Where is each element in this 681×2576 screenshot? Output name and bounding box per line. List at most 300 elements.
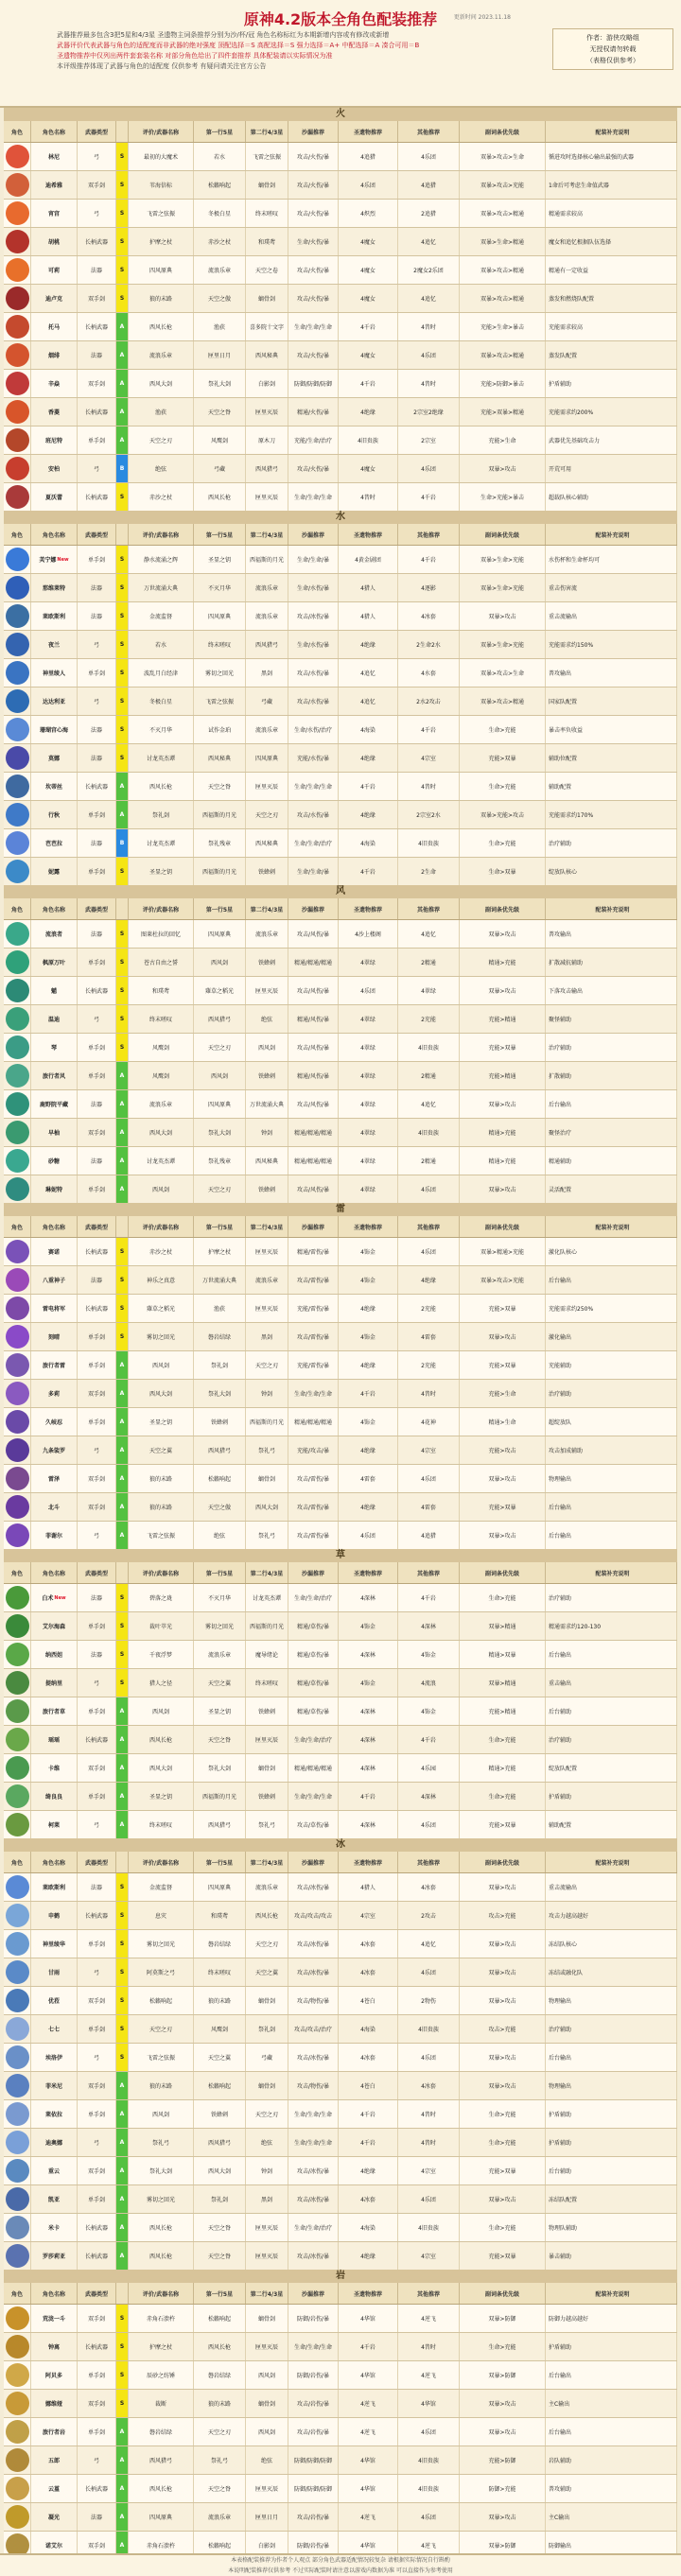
column-title: 沙漏推荐 — [288, 1852, 339, 1872]
other-text: 4旧贵族 — [418, 841, 439, 847]
w2-text: 天空之脊 — [207, 784, 231, 791]
note-text: 聚怪辅助 — [549, 1017, 572, 1023]
cell-set — [339, 1641, 398, 1668]
cell-w2 — [194, 659, 246, 687]
cell-note — [546, 1005, 677, 1033]
rank-text: S — [119, 1016, 125, 1022]
cell-set — [339, 2361, 398, 2389]
note-text: 冻结队核心 — [549, 1941, 578, 1948]
name-text: 香菱 — [47, 409, 60, 416]
weapon-text: 讨龙英杰谭 — [146, 841, 175, 847]
avatar — [6, 2131, 29, 2154]
cell-stat — [288, 2015, 339, 2043]
avatar-cell — [4, 2044, 31, 2071]
cell-other — [398, 426, 460, 454]
sub-text: 充能>生命>暴击 — [480, 324, 525, 331]
cell-weapon — [129, 313, 194, 340]
wtype-text: 单手剑 — [87, 2429, 105, 2436]
cell-note — [546, 1436, 677, 1464]
avatar-cell — [4, 370, 31, 397]
avatar — [6, 1353, 29, 1377]
cell-weapon — [129, 398, 194, 426]
sub-text: 生命>充能>暴击 — [480, 495, 525, 501]
cell-stat — [288, 285, 339, 312]
set-text: 4绝缘 — [360, 812, 375, 819]
cell-other — [398, 1902, 460, 1929]
cell-w2 — [194, 2100, 246, 2128]
table-row — [4, 2242, 677, 2271]
cell-w2 — [194, 398, 246, 426]
other-text: 4绝缘 — [421, 1278, 436, 1284]
rank-text: A — [119, 1362, 125, 1368]
cell-name — [31, 2214, 78, 2241]
set-text: 4冰套 — [360, 2055, 375, 2062]
w2-text: 松籁响起 — [207, 2543, 231, 2550]
column-title: 圣遗物推荐 — [339, 1852, 398, 1872]
other-text: 4雷套 — [421, 1334, 436, 1341]
cell-wtype — [78, 143, 116, 170]
cell-wtype — [78, 1380, 116, 1407]
name-text: 甘雨 — [47, 1970, 60, 1976]
name-text: 申鹤 — [47, 1913, 60, 1920]
cell-other — [398, 313, 460, 340]
cell-rank — [116, 1238, 129, 1265]
wtype-text: 单手剑 — [87, 1709, 105, 1715]
set-text: 4宗室 — [360, 1913, 375, 1920]
name-text: 可莉 — [47, 268, 60, 274]
cell-sub — [460, 1726, 546, 1753]
cell-note — [546, 2185, 677, 2213]
cell-sub — [460, 716, 546, 743]
note-text: 治疗辅助 — [549, 1045, 572, 1052]
name-text: 烟绯 — [47, 353, 60, 359]
cell-wtype — [78, 631, 116, 658]
sub-text: 生命>充能 — [488, 727, 516, 734]
column-title: 配装补充说明 — [546, 121, 677, 142]
cell-sub — [460, 1090, 546, 1118]
cell-wtype — [78, 829, 116, 857]
cell-sub — [460, 2503, 546, 2531]
avatar — [6, 1728, 29, 1751]
cell-name — [31, 2503, 78, 2531]
cell-note — [546, 341, 677, 369]
cell-sub — [460, 171, 546, 199]
w2-text: 天空之刃 — [207, 1187, 231, 1193]
cell-set — [339, 858, 398, 885]
note-text: 主C输出 — [549, 2515, 570, 2521]
note-text: 治疗辅助 — [549, 1595, 572, 1602]
avatar-cell — [4, 1380, 31, 1407]
author-line: 作者：游侠攻略组 — [586, 34, 639, 42]
wtype-text: 双手剑 — [87, 1130, 105, 1137]
avatar-cell — [4, 801, 31, 828]
cell-stat — [288, 1902, 339, 1929]
avatar-cell — [4, 602, 31, 630]
sub-text: 双暴>攻击 — [488, 614, 516, 620]
column-title: 武器类型 — [78, 1562, 116, 1583]
cell-w3 — [246, 1958, 288, 1986]
cell-w3 — [246, 2044, 288, 2071]
cell-note — [546, 744, 677, 772]
name-text: 埃洛伊 — [44, 2055, 62, 2062]
other-text: 4逐影 — [421, 585, 436, 592]
cell-w3 — [246, 716, 288, 743]
weapon-text: 圣显之钥 — [148, 1419, 172, 1426]
name-text: 林尼 — [47, 154, 60, 161]
cell-name — [31, 659, 78, 687]
sub-text: 充能>精通 — [488, 1073, 516, 1080]
weapon-text: 祭礼弓 — [151, 2140, 169, 2147]
w2-text: 祭礼剑 — [210, 1363, 228, 1369]
cell-weapon — [129, 1351, 194, 1379]
cell-name — [31, 1669, 78, 1697]
avatar — [6, 1467, 29, 1490]
stat-text: 精通/草伤/暴 — [296, 1652, 330, 1659]
avatar — [6, 1177, 29, 1201]
note-text: 开荒可用 — [549, 466, 572, 473]
sub-text: 充能>生命 — [488, 1391, 516, 1398]
table-row — [4, 949, 677, 977]
avatar-cell — [4, 228, 31, 255]
table-row — [4, 1522, 677, 1550]
note-text: 超绽放队 — [549, 1419, 572, 1426]
w3-text: 万世流涌大典 — [249, 1102, 284, 1108]
rank-text: A — [119, 2224, 125, 2231]
avatar-cell — [4, 949, 31, 976]
weapon-text: 苍古自由之誓 — [143, 960, 178, 966]
note-text: 物理输出 — [549, 1998, 572, 2005]
weapon-text: 赤沙之杖 — [148, 1249, 172, 1256]
stat-text: 攻击/攻击/攻击 — [293, 1913, 333, 1920]
weapon-text: 护摩之杖 — [148, 239, 172, 246]
w2-text: 铁蜂刺 — [210, 2112, 228, 2118]
w2-text: 西福斯的月光 — [201, 1794, 236, 1801]
avatar-cell — [4, 1090, 31, 1118]
avatar — [6, 372, 29, 395]
stat-text: 攻击/岩伤/暴 — [296, 2515, 330, 2521]
avatar-cell — [4, 1266, 31, 1294]
column-title: 沙漏推荐 — [288, 524, 339, 545]
avatar-cell — [4, 1238, 31, 1265]
cell-name — [31, 1408, 78, 1436]
cell-w2 — [194, 2333, 246, 2360]
wtype-text: 法器 — [90, 1652, 102, 1659]
w3-text: 铁蜂刺 — [257, 1794, 275, 1801]
avatar — [6, 2074, 29, 2097]
cell-set — [339, 829, 398, 857]
set-text: 4雷套 — [360, 1476, 375, 1483]
cell-sub — [460, 1669, 546, 1697]
other-text: 2物伤 — [421, 1998, 436, 2005]
weapon-text: 阿莫斯之弓 — [146, 1970, 175, 1976]
sub-text: 生命>充能 — [488, 784, 516, 791]
set-text: 4沙上楼阁 — [355, 931, 381, 938]
cell-wtype — [78, 2044, 116, 2071]
stat-text: 攻击/风伤/暴 — [296, 988, 330, 995]
column-title: 角色 — [4, 524, 31, 545]
column-header — [4, 898, 677, 920]
cell-wtype — [78, 1465, 116, 1492]
cell-weapon — [129, 1811, 194, 1838]
column-title: 武器类型 — [78, 524, 116, 545]
note-text: 武器优先基础攻击力 — [549, 438, 601, 444]
cell-sub — [460, 2129, 546, 2156]
cell-other — [398, 1873, 460, 1901]
cell-name — [31, 2475, 78, 2502]
avatar — [6, 633, 29, 656]
avatar-cell — [4, 171, 31, 199]
set-text: 4冰套 — [360, 1970, 375, 1976]
w2-text: 流浪乐章 — [207, 2515, 231, 2521]
cell-wtype — [78, 1436, 116, 1464]
name-text: 琳妮特 — [44, 1187, 62, 1193]
note-text: 充能需求较高 — [549, 324, 584, 331]
cell-name — [31, 1034, 78, 1061]
set-text: 4华馆 — [360, 2316, 375, 2323]
rank-text: A — [119, 2428, 125, 2435]
cell-weapon — [129, 688, 194, 715]
cell-wtype — [78, 1987, 116, 2014]
cell-note — [546, 285, 677, 312]
cell-note — [546, 602, 677, 630]
rank-text: A — [119, 323, 125, 330]
rank-text: B — [119, 840, 125, 846]
note-text: 后台输出 — [549, 1505, 572, 1511]
section-title: 风 — [4, 885, 677, 898]
rank-text: A — [119, 409, 125, 415]
cell-stat — [288, 2242, 339, 2270]
cell-w2 — [194, 426, 246, 454]
stat-text: 防御/防御/防御 — [293, 2458, 333, 2464]
avatar — [6, 2017, 29, 2041]
w2-text: 天空之翼 — [207, 2055, 231, 2062]
rank-text: S — [119, 698, 125, 705]
rank-text: A — [119, 1793, 125, 1800]
column-title — [116, 1216, 129, 1237]
column-title: 圣遗物推荐 — [339, 898, 398, 919]
note-text: 治疗辅助 — [549, 2027, 572, 2033]
table-row — [4, 2333, 677, 2361]
table-row — [4, 2100, 677, 2129]
w2-text: 绝弦 — [213, 1533, 225, 1540]
set-text: 4海染 — [360, 2225, 375, 2232]
wtype-text: 单手剑 — [87, 438, 105, 444]
rank-text: A — [119, 2457, 125, 2463]
cell-w3 — [246, 920, 288, 948]
column-title: 第二行4/3星 — [246, 1562, 288, 1583]
cell-w3 — [246, 801, 288, 828]
cell-name — [31, 1783, 78, 1810]
cell-set — [339, 2157, 398, 2184]
cell-w2 — [194, 2503, 246, 2531]
cell-w3 — [246, 1493, 288, 1521]
w3-text: 西风剑 — [257, 1045, 275, 1052]
stat-text: 攻击/风伤/暴 — [296, 931, 330, 938]
avatar — [6, 343, 29, 367]
note-text: 充能辅助 — [549, 1363, 572, 1369]
weapon-text: 西风长枪 — [148, 1737, 172, 1744]
sub-text: 充能>双暴 — [488, 1822, 516, 1829]
cell-rank — [116, 1783, 129, 1810]
weapon-text: 最初的大魔术 — [143, 154, 178, 161]
cell-rank — [116, 1119, 129, 1146]
cell-sub — [460, 631, 546, 658]
avatar — [6, 2335, 29, 2358]
avatar — [6, 1438, 29, 1462]
cell-other — [398, 370, 460, 397]
cell-other — [398, 1493, 460, 1521]
cell-stat — [288, 2503, 339, 2531]
stat-text: 攻击/水伤/暴 — [296, 699, 330, 705]
column-header — [4, 1852, 677, 1873]
cell-name — [31, 1493, 78, 1521]
wtype-text: 长柄武器 — [84, 1737, 108, 1744]
weapon-text: 西风剑 — [151, 1363, 169, 1369]
sub-text: 充能>精通 — [488, 1709, 516, 1715]
stat-text: 攻击/火伤/暴 — [296, 466, 330, 473]
set-text: 4魔女 — [360, 353, 375, 359]
avatar-cell — [4, 1522, 31, 1549]
section-4 — [4, 1549, 677, 1839]
cell-stat — [288, 256, 339, 284]
cell-other — [398, 1323, 460, 1350]
cell-rank — [116, 1266, 129, 1294]
cell-stat — [288, 313, 339, 340]
cell-sub — [460, 2446, 546, 2474]
w3-text: 天空之刃 — [254, 1941, 278, 1948]
avatar — [6, 1699, 29, 1723]
other-text: 2精通 — [421, 1158, 436, 1165]
cell-stat — [288, 1987, 339, 2014]
cell-rank — [116, 2475, 129, 2502]
column-title: 第二行4/3星 — [246, 2283, 288, 2304]
rank-text: A — [119, 783, 125, 790]
avatar-cell — [4, 2446, 31, 2474]
cell-sub — [460, 2390, 546, 2417]
cell-other — [398, 2446, 460, 2474]
wtype-text: 单手剑 — [87, 1187, 105, 1193]
cell-rank — [116, 631, 129, 658]
cell-rank — [116, 455, 129, 482]
cell-rank — [116, 1958, 129, 1986]
cell-other — [398, 949, 460, 976]
cell-w2 — [194, 1873, 246, 1901]
set-text: 4猎人 — [360, 1885, 375, 1891]
note-text: 治疗辅助 — [549, 1391, 572, 1398]
table-row — [4, 1783, 677, 1811]
avatar — [6, 145, 29, 168]
set-text: 4炽烈 — [360, 211, 375, 218]
table-row — [4, 1119, 677, 1147]
weapon-text: 天空之刃 — [148, 438, 172, 444]
wtype-text: 弓 — [93, 154, 99, 161]
column-header — [4, 121, 677, 143]
table-row — [4, 1811, 677, 1839]
avatar — [6, 1932, 29, 1956]
cell-w2 — [194, 285, 246, 312]
cell-note — [546, 2390, 677, 2417]
wtype-text: 长柄武器 — [84, 2486, 108, 2493]
cell-set — [339, 1584, 398, 1611]
sub-text: 双暴>攻击>精通 — [480, 353, 525, 359]
cell-w3 — [246, 1175, 288, 1203]
w2-text: 松籁响起 — [207, 1476, 231, 1483]
cell-weapon — [129, 1958, 194, 1986]
cell-note — [546, 716, 677, 743]
note-text: 精通有一定收益 — [549, 268, 589, 274]
sub-text: 生命>充能 — [488, 841, 516, 847]
cell-stat — [288, 1493, 339, 1521]
cell-rank — [116, 546, 129, 573]
cell-name — [31, 455, 78, 482]
weapon-text: 苇海信标 — [148, 183, 172, 189]
other-text: 4旧贵族 — [418, 2486, 439, 2493]
cell-note — [546, 171, 677, 199]
wtype-text: 单手剑 — [87, 2373, 105, 2379]
cell-set — [339, 546, 398, 573]
cell-weapon — [129, 143, 194, 170]
cell-rank — [116, 1175, 129, 1203]
name-text: 优菈 — [47, 1998, 60, 2005]
cell-other — [398, 2157, 460, 2184]
cell-stat — [288, 426, 339, 454]
sub-text: 双暴>攻击 — [488, 2429, 516, 2436]
w3-text: 终末嗟叹 — [254, 1680, 278, 1687]
name-text: 娜维娅 — [44, 2401, 62, 2408]
cell-set — [339, 2129, 398, 2156]
other-text: 4乐团 — [421, 2055, 436, 2062]
note-text: 防御力越高越好 — [549, 2316, 589, 2323]
table-row — [4, 659, 677, 688]
cell-w3 — [246, 2100, 288, 2128]
cell-rank — [116, 1726, 129, 1753]
cell-note — [546, 143, 677, 170]
rank-text: A — [119, 1736, 125, 1743]
cell-weapon — [129, 341, 194, 369]
w3-text: 天空之翼 — [254, 1970, 278, 1976]
note-text: 绽放队配置 — [549, 1766, 578, 1772]
other-text: 4千岩 — [421, 495, 436, 501]
cell-set — [339, 1005, 398, 1033]
note-text: 辅助配置 — [549, 1822, 572, 1829]
table-row — [4, 546, 677, 574]
other-text: 4冰套 — [421, 2083, 436, 2090]
w3-text: 白影剑 — [257, 2543, 275, 2550]
stat-text: 精通/草伤/暴 — [296, 1680, 330, 1687]
column-title: 角色 — [4, 1562, 31, 1583]
table-row — [4, 2015, 677, 2044]
cell-stat — [288, 2305, 339, 2332]
cell-sub — [460, 1119, 546, 1146]
name-text: 多莉 — [47, 1391, 60, 1398]
cell-set — [339, 801, 398, 828]
cell-wtype — [78, 1090, 116, 1118]
w3-text: 讨龙英杰谭 — [252, 1595, 281, 1602]
cell-weapon — [129, 1175, 194, 1203]
cell-w2 — [194, 1958, 246, 1986]
cell-stat — [288, 1119, 339, 1146]
cell-sub — [460, 341, 546, 369]
name-text: 坎蒂丝 — [44, 784, 62, 791]
cell-wtype — [78, 1266, 116, 1294]
set-text: 4魔女 — [360, 268, 375, 274]
cell-weapon — [129, 285, 194, 312]
w2-text: 西福斯的月光 — [201, 812, 236, 819]
w2-text: 雾切之回光 — [204, 1624, 234, 1630]
avatar — [6, 2306, 29, 2330]
table-row — [4, 2503, 677, 2532]
w2-text: 天空之刃 — [207, 2429, 231, 2436]
